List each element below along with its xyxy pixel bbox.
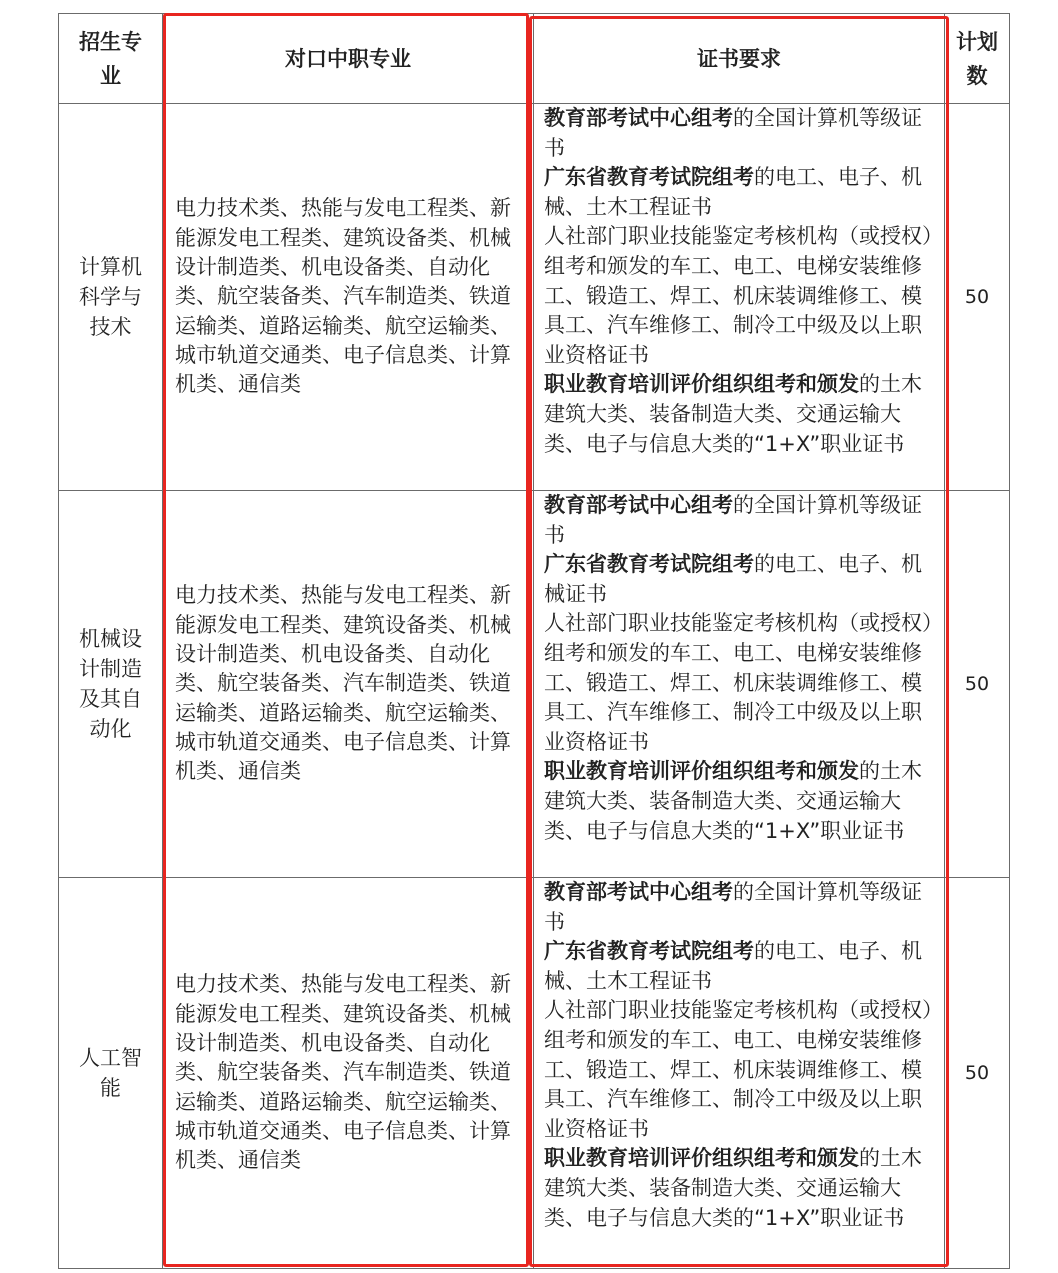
cert-item: 教育部考试中心组考的全国计算机等级证书 [544, 493, 922, 547]
cert-item: 职业教育培训评价组织组考和颁发的土木建筑大类、装备制造大类、交通运输大类、电子与信息大类的“1+X”职业证书 [544, 372, 922, 456]
table-row [59, 104, 1010, 491]
cert-item: 广东省教育考试院组考的电工、电子、机械证书 [544, 552, 922, 606]
major-name: 计算机科学与技术 [59, 104, 163, 491]
certificate-requirements [534, 878, 945, 1269]
major-name: 人工智能 [59, 878, 163, 1269]
cert-item: 人社部门职业技能鉴定考核机构（或授权）组考和颁发的车工、电工、电梯安装维修工、锻造工、焊工、机床装调维修工、模具工、汽车维修工、制冷工中级及以上职业资格证书 [544, 611, 933, 754]
vocational-majors: 电力技术类、热能与发电工程类、新能源发电工程类、建筑设备类、机械设计制造类、机电设备类、自动化类、航空装备类、汽车制造类、铁道运输类、道路运输类、航空运输类、城市轨道交通类、电子信息类、计算机类、通信类 [163, 878, 534, 1269]
cert-item: 教育部考试中心组考的全国计算机等级证书 [544, 106, 922, 160]
cert-item: 职业教育培训评价组织组考和颁发的土木建筑大类、装备制造大类、交通运输大类、电子与信息大类的“1+X”职业证书 [544, 1146, 922, 1230]
cert-item: 广东省教育考试院组考的电工、电子、机械、土木工程证书 [544, 939, 922, 993]
table-row [59, 491, 1010, 878]
cert-item: 职业教育培训评价组织组考和颁发的土木建筑大类、装备制造大类、交通运输大类、电子与信息大类的“1+X”职业证书 [544, 759, 922, 843]
header-major: 招生专业 [59, 14, 163, 104]
header-row [59, 14, 1010, 104]
cert-item: 广东省教育考试院组考的电工、电子、机械、土木工程证书 [544, 165, 922, 219]
table-row [59, 878, 1010, 1269]
plan-count: 50 [945, 878, 1010, 1269]
certificate-requirements [534, 491, 945, 878]
cert-item: 教育部考试中心组考的全国计算机等级证书 [544, 880, 922, 934]
header-plan: 计划数 [945, 14, 1010, 104]
certificate-requirements [534, 104, 945, 491]
vocational-majors: 电力技术类、热能与发电工程类、新能源发电工程类、建筑设备类、机械设计制造类、机电设备类、自动化类、航空装备类、汽车制造类、铁道运输类、道路运输类、航空运输类、城市轨道交通类、电子信息类、计算机类、通信类 [163, 491, 534, 878]
cert-item: 人社部门职业技能鉴定考核机构（或授权）组考和颁发的车工、电工、电梯安装维修工、锻造工、焊工、机床装调维修工、模具工、汽车维修工、制冷工中级及以上职业资格证书 [544, 224, 933, 367]
vocational-majors: 电力技术类、热能与发电工程类、新能源发电工程类、建筑设备类、机械设计制造类、机电设备类、自动化类、航空装备类、汽车制造类、铁道运输类、道路运输类、航空运输类、城市轨道交通类、电子信息类、计算机类、通信类 [163, 104, 534, 491]
plan-count: 50 [945, 104, 1010, 491]
header-certificates: 证书要求 [534, 14, 945, 104]
header-vocational: 对口中职专业 [163, 14, 534, 104]
admissions-table [58, 13, 1010, 1269]
major-name: 机械设计制造及其自动化 [59, 491, 163, 878]
cert-item: 人社部门职业技能鉴定考核机构（或授权）组考和颁发的车工、电工、电梯安装维修工、锻造工、焊工、机床装调维修工、模具工、汽车维修工、制冷工中级及以上职业资格证书 [544, 998, 933, 1141]
plan-count: 50 [945, 491, 1010, 878]
